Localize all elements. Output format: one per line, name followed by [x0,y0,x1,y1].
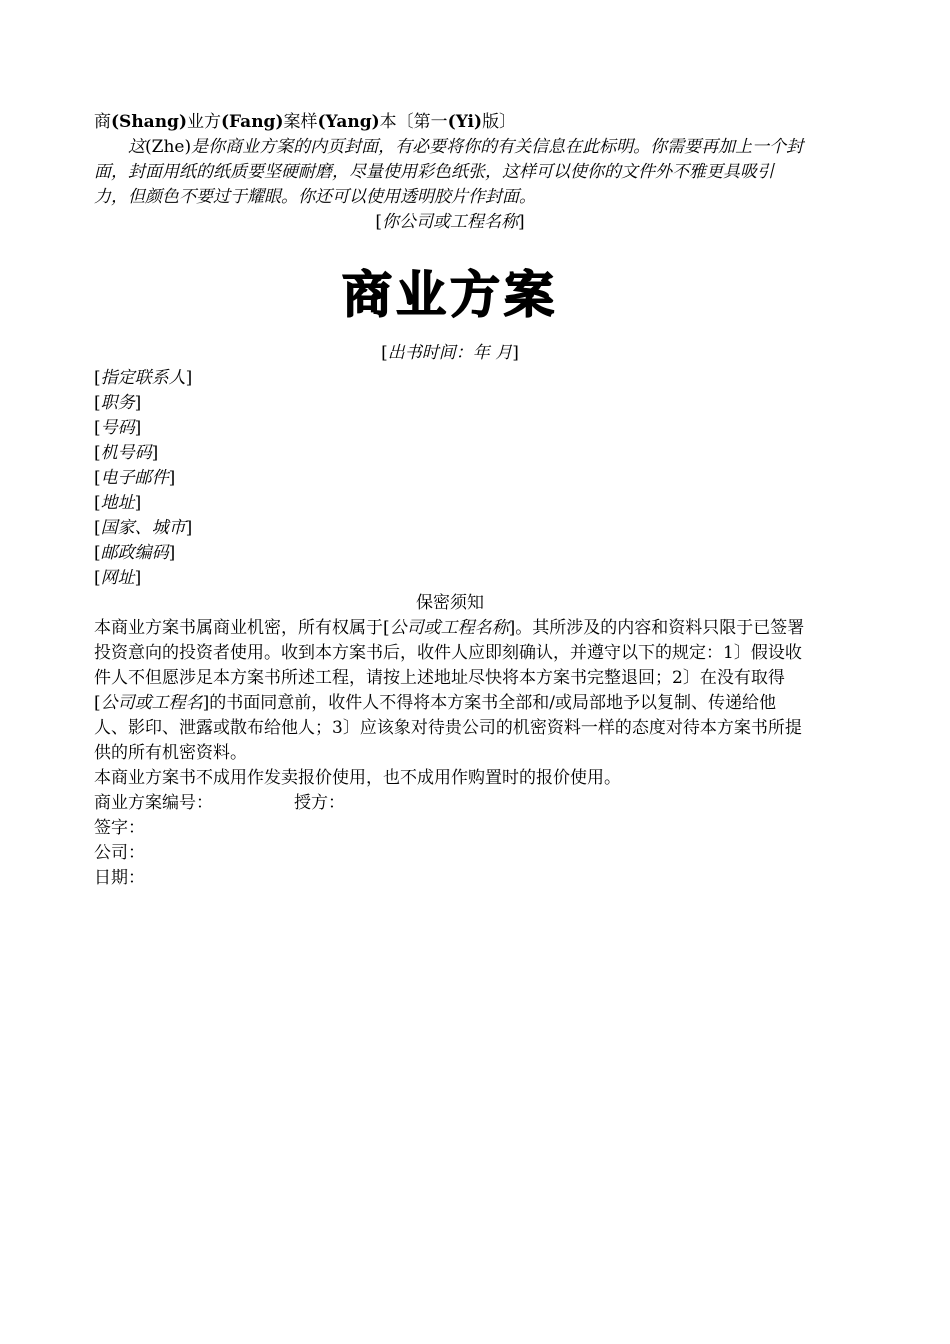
document-header-line [94,110,806,135]
contact-field: [地址] [94,493,142,513]
sign-label: 签字： [94,818,145,838]
company-name-placeholder: [你公司或工程名称] [375,212,525,232]
header-segment: 本〔第一 [379,112,448,132]
publish-date-placeholder: [出书时间：年 月] [381,343,519,363]
header-segment: (Shang) [111,112,187,132]
date-label: 日期： [94,868,145,888]
header-segment: (Yang) [317,112,380,132]
main-title: 商业方案 [342,266,558,324]
intro-paragraph [94,135,806,210]
contact-field: [邮政编码] [94,543,176,563]
document-content [94,110,806,891]
header-segment: (Yi) [447,112,483,132]
header-segment: 版〕 [482,112,517,132]
contact-field: [电子邮件] [94,468,176,488]
contact-field: [国家、城市] [94,518,193,538]
header-segment: 案样 [283,112,318,132]
company-label: 公司： [94,843,145,863]
header-segment: (Fang) [221,112,284,132]
plan-number-row [94,791,806,816]
intro-pinyin: (Zhe) [145,137,192,157]
non-offer-statement: 本商业方案书不成用作发卖报价使用，也不成用作购置时的报价使用。 [94,768,621,788]
confidentiality-paragraph: 本商业方案书属商业机密，所有权属于[公司或工程名称]。其所涉及的内容和资料只限于已签署投资意向的投资者使用。收到本方案书后，收件人应即刻确认，并遵守以下的规定：1〕假设收件人不但愿涉足本方案书所述工程，请按上述地址尽快将本方案书完整退回；2〕在没有取得[公司或工程名]的书面同意前，收件人不得将本方案书全部和/或局部地予以复制、传递给他人、影印、泄露或散布给他人；3〕应该象对待贵公司的机密资料一样的态度对待本方案书所提供的所有机密资料。 [94,618,805,763]
header-segment: 业方 [187,112,221,132]
contact-fields [94,366,806,591]
contact-field: [指定联系人] [94,368,193,388]
contact-field: [职务] [94,393,142,413]
contact-field: [机号码] [94,443,159,463]
contact-field: [网址] [94,568,142,588]
grantee-label: 授方： [294,793,345,813]
intro-text: 是你商业方案的内页封面，有必要将你的有关信息在此标明。你需要再加上一个封面，封面用纸的纸质要坚硬耐磨，尽量使用彩色纸张，这样可以使你的文件外不雅更具吸引力，但颜色不要过于耀眼。你还可以使用透明胶片作封面。 [94,137,804,207]
plan-number-label: 商业方案编号： [94,793,213,813]
confidentiality-heading: 保密须知 [416,593,484,613]
header-segment: 商 [94,112,111,132]
intro-lead: 这 [128,137,145,157]
contact-field: [号码] [94,418,142,438]
